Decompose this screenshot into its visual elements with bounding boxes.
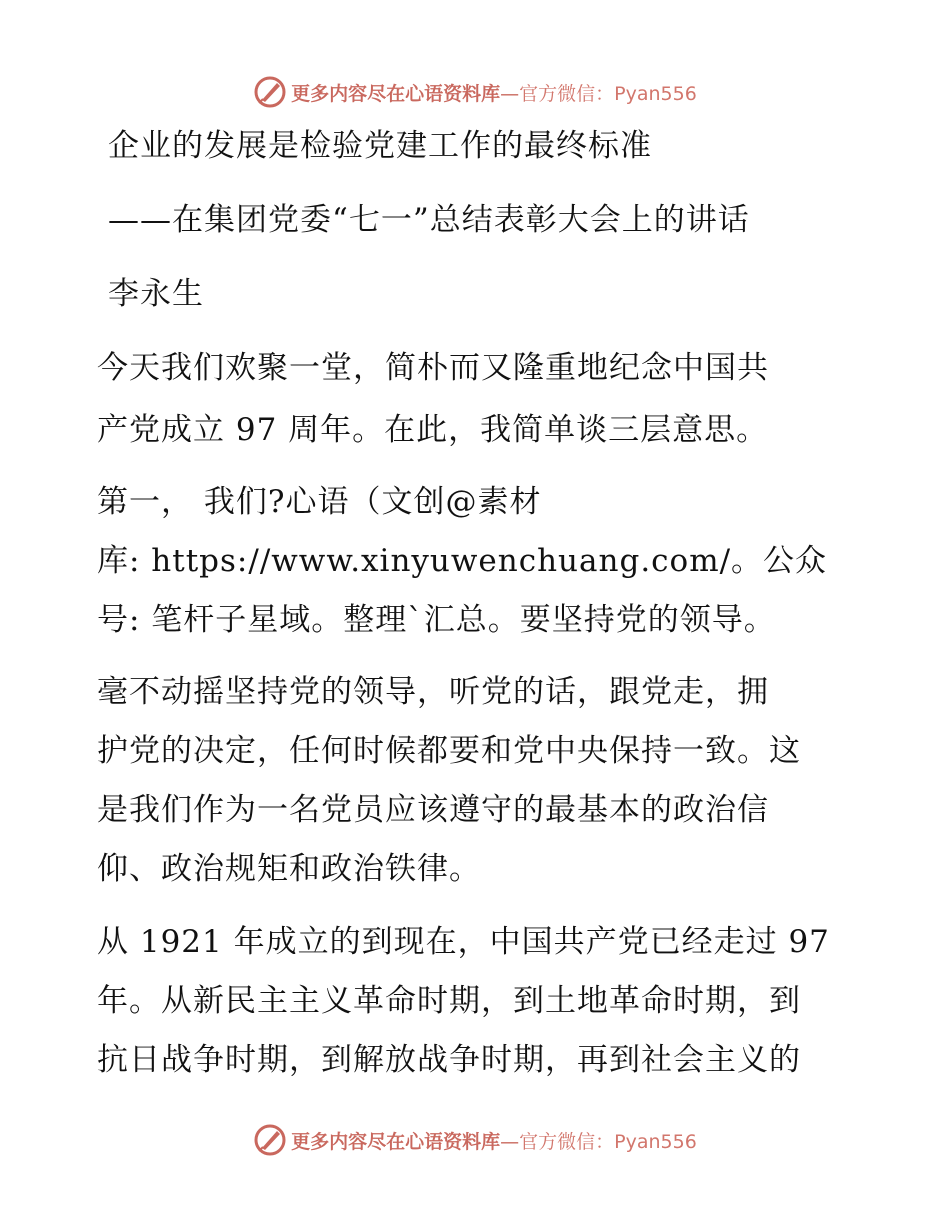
footer-watermark-tail: 官方微信：Pyan556 [519, 1130, 697, 1153]
footer-watermark-text [291, 1127, 697, 1154]
header-watermark-main: 更多内容尽在心语资料库 [291, 82, 501, 105]
paragraph-line: 第一， 我们?心语（文创@素材 [97, 484, 542, 520]
paragraph-line: 今天我们欢聚一堂，简朴而又隆重地纪念中国共 [97, 350, 769, 386]
footer-watermark-main: 更多内容尽在心语资料库 [291, 1130, 501, 1153]
paragraph-line: 抗日战争时期，到解放战争时期，再到社会主义的 [97, 1042, 801, 1078]
paragraph-line: 是我们作为一名党员应该遵守的最基本的政治信 [97, 792, 769, 828]
paragraph-line: 库: https://www.xinyuwenchuang.com/。公众 [97, 543, 828, 579]
document-subtitle: ——在集团党委“七一”总结表彰大会上的讲话 [108, 202, 750, 238]
paragraph-line: 毫不动摇坚持党的领导，听党的话，跟党走，拥 [97, 674, 769, 710]
paragraph-line: 从 1921 年成立的到现在，中国共产党已经走过 97 [97, 924, 830, 960]
paragraph-line: 产党成立 97 周年。在此，我简单谈三层意思。 [97, 412, 769, 448]
footer-watermark-separator: — [500, 1130, 520, 1153]
quill-logo-icon [253, 1123, 287, 1157]
document-author: 李永生 [108, 276, 204, 312]
header-watermark-banner [0, 70, 950, 114]
paragraph-line: 号: 笔杆子星域。整理`汇总。要坚持党的领导。 [97, 602, 776, 638]
footer-watermark-banner [0, 1118, 950, 1162]
header-watermark-separator: — [500, 82, 520, 105]
header-watermark-text [291, 79, 697, 106]
paragraph-line: 护党的决定，任何时候都要和党中央保持一致。这 [97, 733, 801, 769]
header-watermark-tail: 官方微信：Pyan556 [519, 82, 697, 105]
paragraph-line: 仰、政治规矩和政治铁律。 [97, 851, 481, 887]
document-title: 企业的发展是检验党建工作的最终标准 [108, 128, 652, 164]
quill-logo-icon [253, 75, 287, 109]
paragraph-line: 年。从新民主主义革命时期，到土地革命时期，到 [97, 983, 801, 1019]
